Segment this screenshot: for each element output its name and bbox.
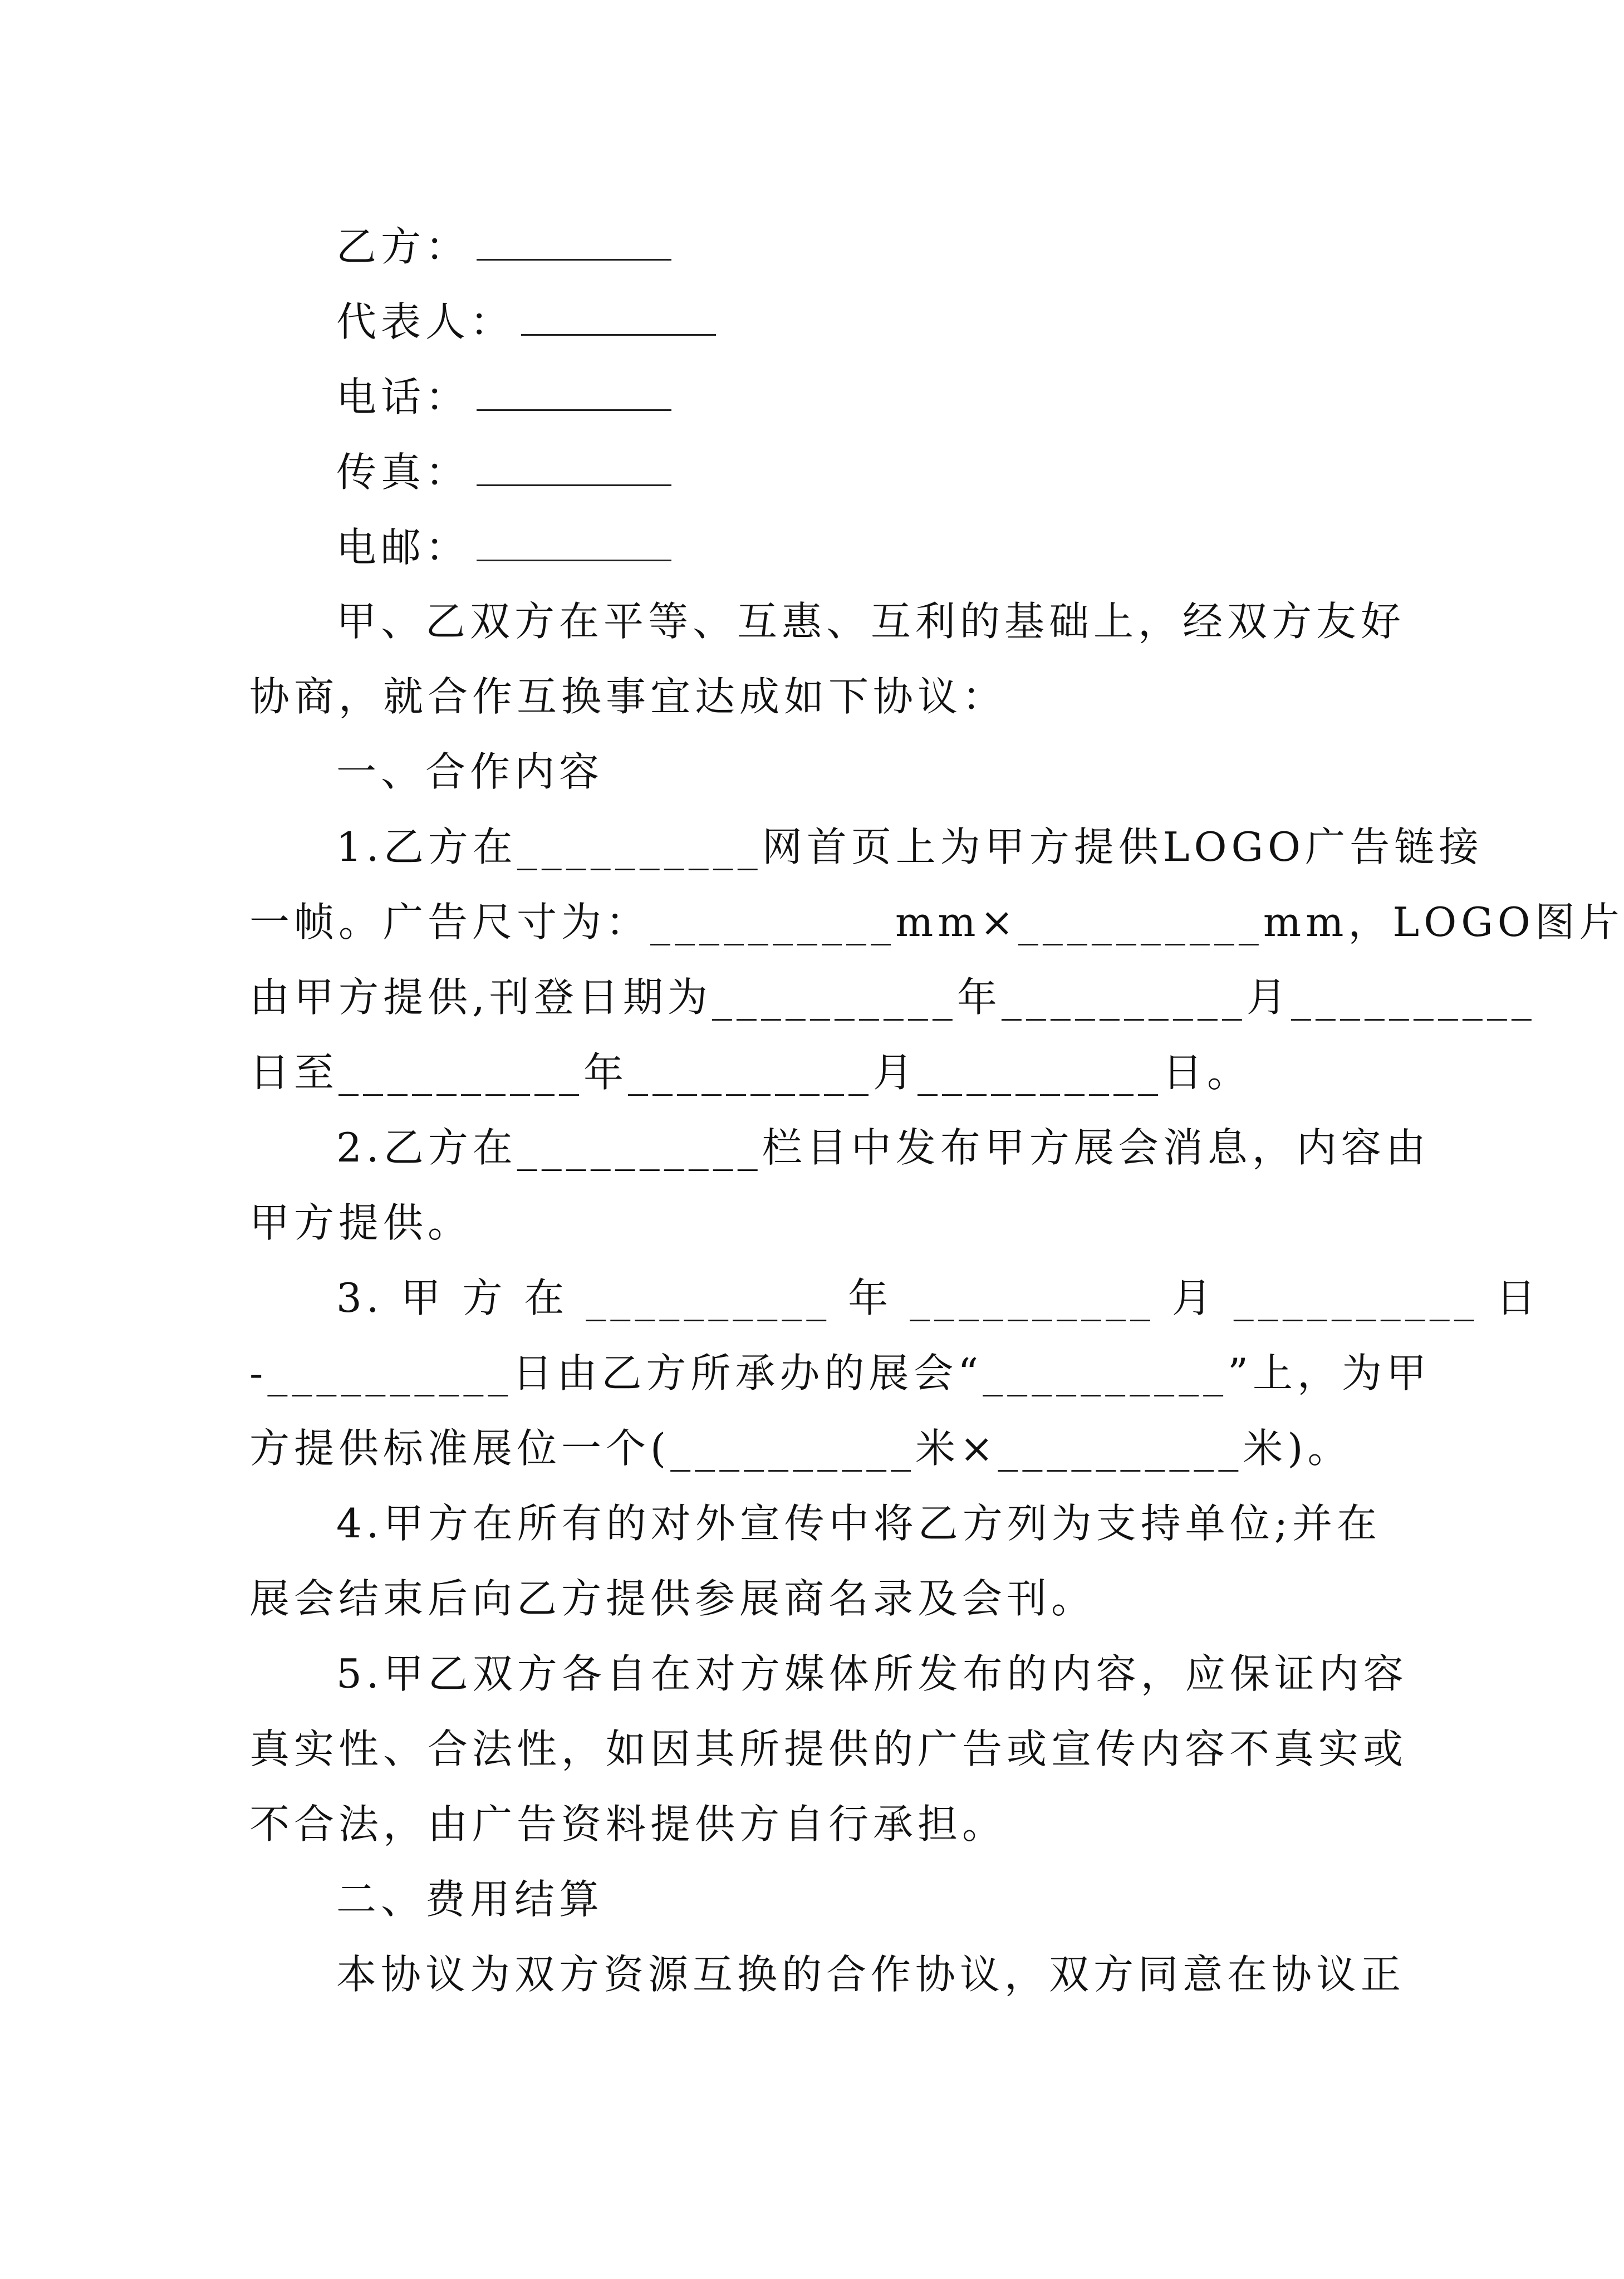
paragraph-line: 一帧。广告尺寸为：__________mm×__________mm，LOGO图片 <box>249 899 1624 945</box>
field-phone <box>336 370 1380 422</box>
paragraph-line: 日至__________年__________月__________日。 <box>249 1049 1252 1096</box>
blank-line <box>477 521 671 561</box>
paragraph-line: 方提供标准展位一个(__________米×__________米)。 <box>249 1425 1352 1472</box>
field-label: 传真： <box>336 449 470 496</box>
blank-line <box>477 445 671 486</box>
field-party-b <box>336 220 1380 271</box>
blank-line <box>477 370 671 411</box>
paragraph-line: 4.甲方在所有的对外宣传中将乙方列为支持单位;并在 <box>336 1500 1381 1547</box>
paragraph-line: 展会结束后向乙方提供参展商名录及会刊。 <box>249 1575 1096 1622</box>
paragraph-line: 5.甲乙双方各自在对方媒体所发布的内容，应保证内容 <box>336 1650 1408 1697</box>
field-fax <box>336 445 1380 497</box>
paragraph-line: 真实性、合法性，如因其所提供的广告或宣传内容不真实或 <box>249 1726 1408 1772</box>
paragraph-line: 协商，就合作互换事宜达成如下协议： <box>249 673 1007 720</box>
field-label: 电邮： <box>336 524 470 571</box>
paragraph-line: 由甲方提供,刊登日期为__________年__________月__________ <box>249 974 1536 1021</box>
paragraph-line: 2.乙方在__________栏目中发布甲方展会消息，内容由 <box>336 1124 1430 1171</box>
paragraph-line: -__________日由乙方所承办的展会“__________”上，为甲 <box>249 1350 1431 1396</box>
field-label: 电话： <box>336 374 470 420</box>
field-label: 代表人： <box>336 298 515 345</box>
paragraph-line: 3. 甲 方 在 __________ 年 __________ 月 __________ 日 <box>336 1275 1540 1321</box>
field-representative <box>336 295 1380 346</box>
paragraph-line: 1.乙方在__________网首页上为甲方提供LOGO广告链接 <box>336 824 1484 870</box>
paragraph-line: 甲方提供。 <box>249 1199 473 1246</box>
blank-line <box>477 220 671 261</box>
paragraph-line: 不合法，由广告资料提供方自行承担。 <box>249 1801 1007 1847</box>
paragraph-line: 本协议为双方资源互换的合作协议，双方同意在协议正 <box>336 1951 1406 1998</box>
field-label: 乙方： <box>336 223 470 270</box>
blank-line <box>521 295 716 336</box>
paragraph-line: 甲、乙双方在平等、互惠、互利的基础上，经双方友好 <box>336 598 1406 645</box>
section-heading: 一、合作内容 <box>336 748 604 795</box>
section-heading: 二、费用结算 <box>336 1876 604 1923</box>
field-email <box>336 521 1380 572</box>
